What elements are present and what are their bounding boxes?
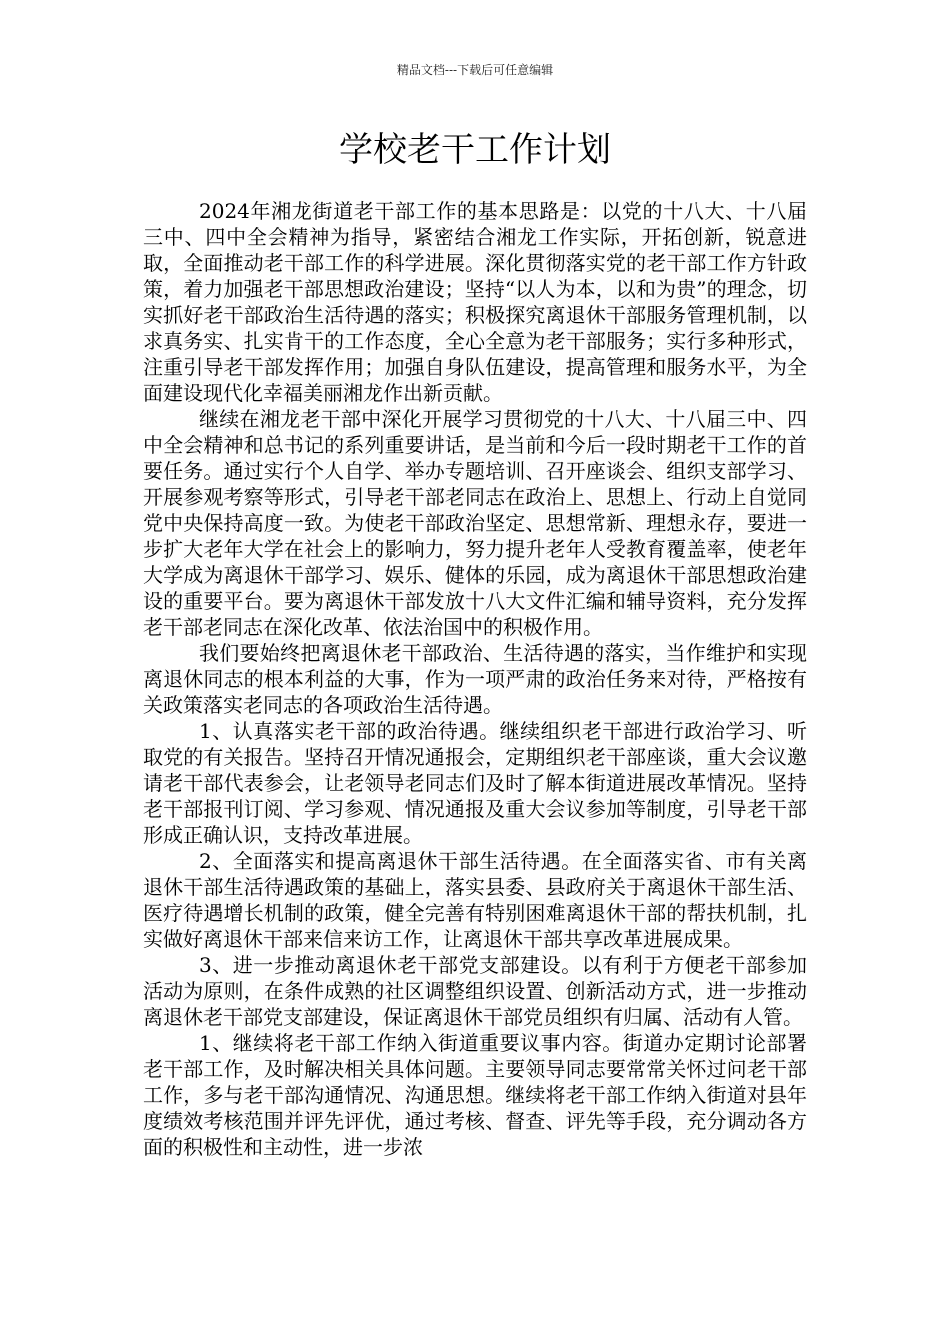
header-note: 精品文档---下载后可任意编辑 <box>396 63 554 77</box>
paragraph: 2、全面落实和提高离退休干部生活待遇。在全面落实省、市有关离退休干部生活待遇政策的基础上，落实县委、县政府关于离退休干部生活、医疗待遇增长机制的政策，健全完善有特别困难离退休干部的帮扶机制，扎实做好离退休干部来信来访工作，让离退休干部共享改革进展成果。 <box>143 849 807 951</box>
paragraph: 继续在湘龙老干部中深化开展学习贯彻党的十八大、十八届三中、四中全会精神和总书记的系列重要讲话，是当前和今后一段时期老干工作的首要任务。通过实行个人自学、举办专题培训、召开座谈会、组织支部学习、开展参观考察等形式，引导老干部老同志在政治上、思想上、行动上自觉同党中央保持高度一致。为使老干部政治坚定、思想常新、理想永存，要进一步扩大老年大学在社会上的影响力，努力提升老年人受教育覆盖率，使老年大学成为离退休干部学习、娱乐、健体的乐园，成为离退休干部思想政治建设的重要平台。要为离退休干部发放十八大文件汇编和辅导资料，充分发挥老干部老同志在深化改革、依法治国中的积极作用。 <box>143 407 807 639</box>
paragraph: 2024年湘龙街道老干部工作的基本思路是：以党的十八大、十八届三中、四中全会精神为指导，紧密结合湘龙工作实际，开拓创新，锐意进取，全面推动老干部工作的科学进展。深化贯彻落实党的老干部工作方针政策，着力加强老干部思想政治建设；坚持“以人为本，以和为贵”的理念，切实抓好老干部政治生活待遇的落实；积极探究离退休干部服务管理机制，以求真务实、扎实肯干的工作态度，全心全意为老干部服务；实行多种形式，注重引导老干部发挥作用；加强自身队伍建设，提高管理和服务水平，为全面建设现代化幸福美丽湘龙作出新贡献。 <box>143 199 807 405</box>
document-body <box>143 198 807 1160</box>
document-title: 学校老干工作计划 <box>339 130 611 170</box>
paragraph: 1、继续将老干部工作纳入街道重要议事内容。街道办定期讨论部署老干部工作，及时解决相关具体问题。主要领导同志要常常关怀过问老干部工作，多与老干部沟通情况、沟通思想。继续将老干部工作纳入街道对县年度绩效考核范围并评先评优，通过考核、督查、评先等手段，充分调动各方面的积极性和主动性，进一步浓 <box>143 1031 807 1159</box>
paragraph: 我们要始终把离退休老干部政治、生活待遇的落实，当作维护和实现离退休同志的根本利益的大事，作为一项严肃的政治任务来对待，严格按有关政策落实老同志的各项政治生活待遇。 <box>143 641 807 717</box>
paragraph: 3、进一步推动离退休老干部党支部建设。以有利于方便老干部参加活动为原则，在条件成熟的社区调整组织设置、创新活动方式，进一步推动离退休老干部党支部建设，保证离退休干部党员组织有归属、活动有人管。 <box>143 953 807 1029</box>
paragraph: 1、认真落实老干部的政治待遇。继续组织老干部进行政治学习、听取党的有关报告。坚持召开情况通报会，定期组织老干部座谈，重大会议邀请老干部代表参会，让老领导老同志们及时了解本街道进展改革情况。坚持老干部报刊订阅、学习参观、情况通报及重大会议参加等制度，引导老干部形成正确认识，支持改革进展。 <box>143 719 807 847</box>
